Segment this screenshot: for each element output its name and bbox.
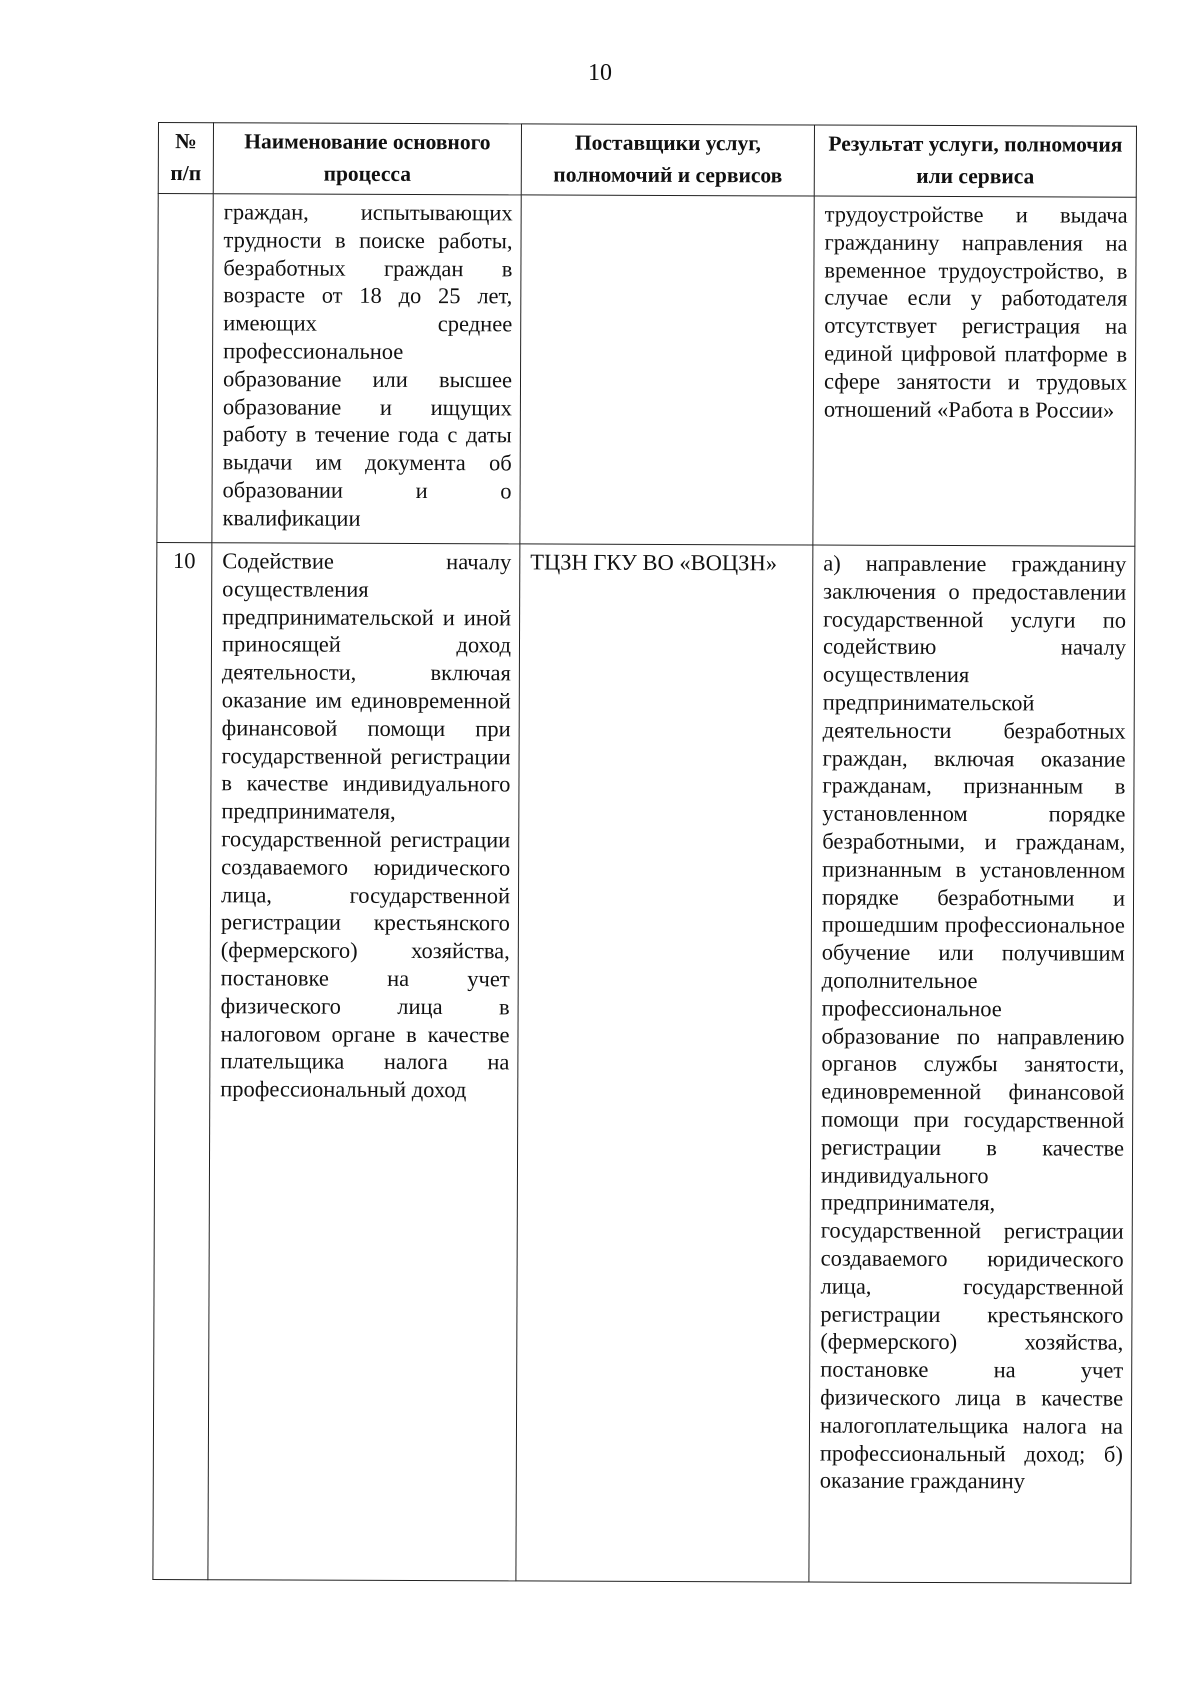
process-table <box>152 122 1137 1584</box>
row-process-name: Содействие началу осуществления предпринимательской и иной приносящей доход деятельности, включая оказание им единовременной финансовой помощи при государственной регистрации в качестве индивидуального предпринимателя, государственной регистрации создаваемого юридического лица, государственной регистрации крестьянского (фермерского) хозяйства, постановке на учет физического лица в налоговом органе в качестве плательщика налога на профессиональный доход <box>208 543 520 1581</box>
row-result: трудоустройстве и выдача гражданину направления на временное трудоустройство, в случае если у работодателя отсутствует регистрация на единой цифровой платформе в сфере занятости и трудовых отношений «Работа в России» <box>813 196 1136 546</box>
header-providers: Поставщики услуг, полномочий и сервисов <box>521 124 814 196</box>
table-row <box>153 542 1135 1583</box>
row-number <box>157 194 213 543</box>
row-providers <box>520 195 814 545</box>
table-header-row <box>158 123 1136 198</box>
page-number: 10 <box>588 60 612 86</box>
row-providers: ТЦЗН ГКУ ВО «ВОЦЗН» <box>516 544 813 1582</box>
row-process-name: граждан, испытывающих трудности в поиске работы, безработных граждан в возрасте от 18 до 25 лет, имеющих среднее профессиональное образование или высшее образование и ищущих работу в течение года с даты выдачи им документа об образовании и о квалификации <box>212 194 521 544</box>
row-number: 10 <box>153 542 212 1579</box>
header-number: № п/п <box>158 123 213 194</box>
header-process-name: Наименование основного процесса <box>213 123 521 195</box>
row-result: а) направление гражданину заключения о предоставлении государственной услуги по содействию началу осуществления предпринимательской деятельности безработных граждан, включая оказание гражданам, признанным в установленном порядке безработными, и гражданам, признанным в установленном порядке безработными и прошедшим профессиональное обучение или получившим дополнительное профессиональное образование по направлению органов службы занятости, единовременной финансовой помощи при государственной регистрации в качестве индивидуального предпринимателя, государственной регистрации создаваемого юридического лица, государственной регистрации крестьянского (фермерского) хозяйства, постановке на учет физического лица в качестве налогоплательщика налога на профессиональный доход; б) оказание гражданину <box>809 545 1135 1583</box>
header-result: Результат услуги, полномочия или сервиса <box>814 125 1136 197</box>
table-row <box>157 194 1136 547</box>
